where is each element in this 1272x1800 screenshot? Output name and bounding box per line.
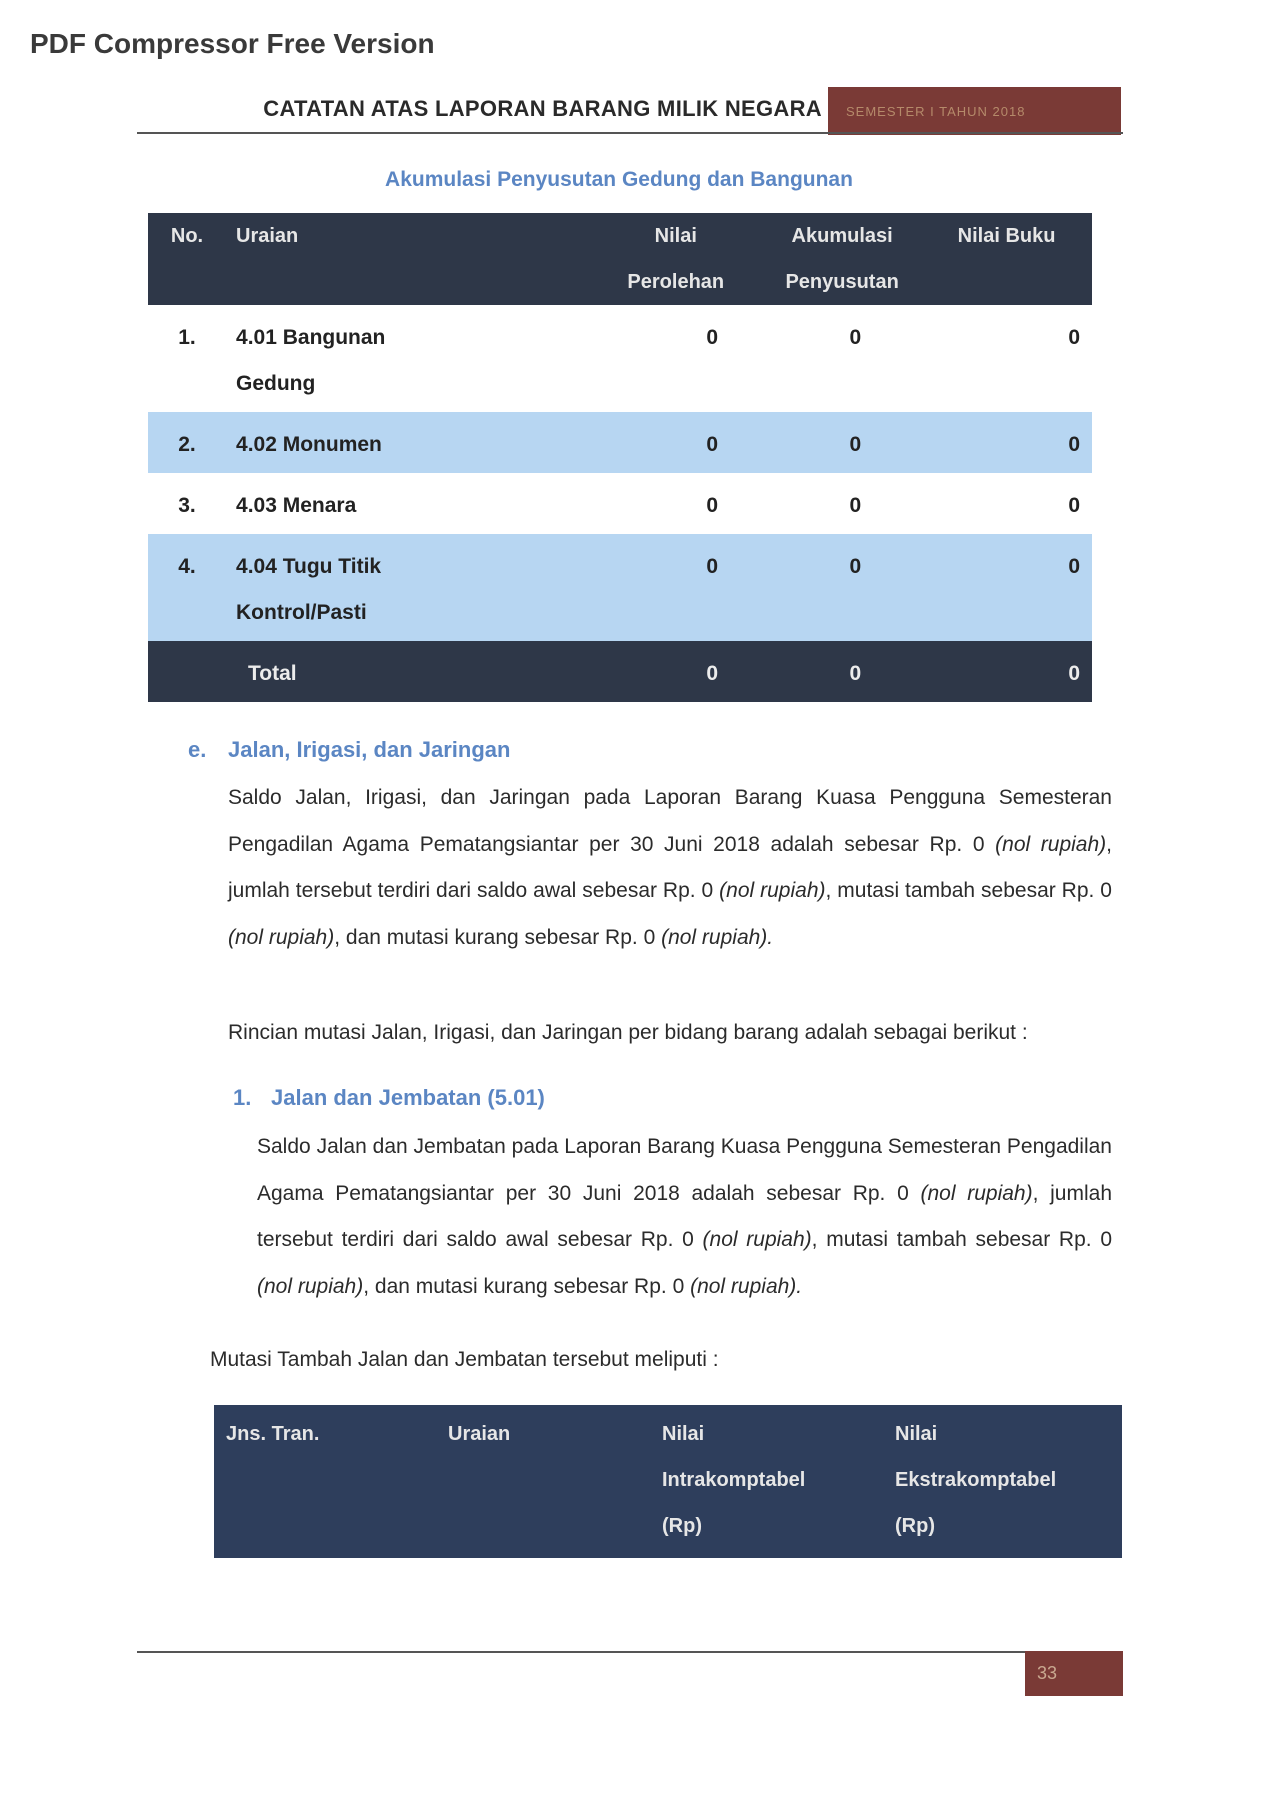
header-nilai-ekstrakomptabel: Nilai Ekstrakomptabel (Rp) xyxy=(895,1423,1057,1537)
row-no: 1. xyxy=(178,326,196,349)
header-nilai-buku: Nilai Buku xyxy=(921,213,1092,305)
row-akumulasi: 0 xyxy=(849,326,862,349)
header-nilai-intrakomptabel: Nilai Intrakomptabel (Rp) xyxy=(662,1423,806,1537)
table-row xyxy=(148,305,1092,412)
subsection-jalan-jembatan-heading: 1. Jalan dan Jembatan (5.01) xyxy=(233,1085,545,1110)
section-e-paragraph: Saldo Jalan, Irigasi, dan Jaringan pada Laporan Barang Kuasa Pengguna Semesteran Pengadilan Agama Pematangsiantar per 30 Juni 2018 adalah sebesar Rp. 0 (nol rupiah), jumlah tersebut terdiri dari saldo awal sebesar Rp. 0 (nol rupiah), mutasi tambah sebesar Rp. 0 (nol rupiah), dan mutasi kurang sebesar Rp. 0 (nol rupiah). xyxy=(228,786,1112,949)
row-perolehan: 0 xyxy=(588,412,763,473)
total-buku: 0 xyxy=(921,641,1092,702)
row-no: 2. xyxy=(148,412,226,473)
depreciation-table xyxy=(148,213,1092,702)
watermark-text: PDF Compressor Free Version xyxy=(30,28,435,59)
table-row xyxy=(148,473,1092,534)
section-e-detail-intro: Rincian mutasi Jalan, Irigasi, dan Jaringan per bidang barang adalah sebagai berikut : xyxy=(228,1021,1028,1044)
row-perolehan: 0 xyxy=(706,494,719,517)
header-divider xyxy=(137,132,1123,134)
footer-divider xyxy=(137,1651,1123,1653)
row-akumulasi: 0 xyxy=(849,494,862,517)
header-uraian: Uraian xyxy=(226,213,588,305)
header-akumulasi-penyusutan: Akumulasi Penyusutan xyxy=(763,213,921,305)
header-badge: SEMESTER I TAHUN 2018 xyxy=(828,87,1121,135)
row-uraian: 4.03 Menara xyxy=(236,494,357,517)
subsection-jalan-jembatan-paragraph: Saldo Jalan dan Jembatan pada Laporan Barang Kuasa Pengguna Semesteran Pengadilan Agama Pematangsiantar per 30 Juni 2018 adalah sebesar Rp. 0 (nol rupiah), jumlah tersebut terdiri dari saldo awal sebesar Rp. 0 (nol rupiah), mutasi tambah sebesar Rp. 0 (nol rupiah), dan mutasi kurang sebesar Rp. 0 (nol rupiah). xyxy=(257,1135,1112,1298)
row-buku: 0 xyxy=(1068,494,1080,517)
total-akumulasi: 0 xyxy=(763,641,921,702)
row-buku: 0 xyxy=(1068,326,1080,349)
total-label: Total xyxy=(226,641,588,702)
row-no: 3. xyxy=(178,494,196,517)
row-no: 4. xyxy=(148,534,226,641)
header-uraian: Uraian xyxy=(448,1423,511,1445)
header-jns-tran: Jns. Tran. xyxy=(226,1423,320,1445)
row-akumulasi: 0 xyxy=(763,534,921,641)
row-perolehan: 0 xyxy=(588,534,763,641)
row-buku: 0 xyxy=(921,412,1092,473)
total-row xyxy=(148,641,1092,702)
section-e-heading: e. Jalan, Irigasi, dan Jaringan xyxy=(188,737,511,762)
row-akumulasi: 0 xyxy=(763,412,921,473)
row-uraian: 4.01 Bangunan Gedung xyxy=(236,326,386,395)
header-no: No. xyxy=(148,213,226,305)
row-perolehan: 0 xyxy=(706,326,719,349)
row-uraian: 4.04 Tugu Titik Kontrol/Pasti xyxy=(226,534,588,641)
table-row xyxy=(148,534,1092,641)
mutation-table-header xyxy=(214,1405,1122,1558)
mutation-intro: Mutasi Tambah Jalan dan Jembatan tersebut meliputi : xyxy=(210,1348,719,1371)
row-uraian: 4.02 Monumen xyxy=(226,412,588,473)
page-number: 33 xyxy=(1025,1651,1123,1696)
table-header-row xyxy=(148,213,1092,305)
page-header-title: CATATAN ATAS LAPORAN BARANG MILIK NEGARA xyxy=(263,96,822,121)
depreciation-table-caption: Akumulasi Penyusutan Gedung dan Bangunan xyxy=(385,168,853,191)
table-row xyxy=(148,412,1092,473)
header-nilai-perolehan: Nilai Perolehan xyxy=(588,213,763,305)
total-perolehan: 0 xyxy=(588,641,763,702)
row-buku: 0 xyxy=(921,534,1092,641)
